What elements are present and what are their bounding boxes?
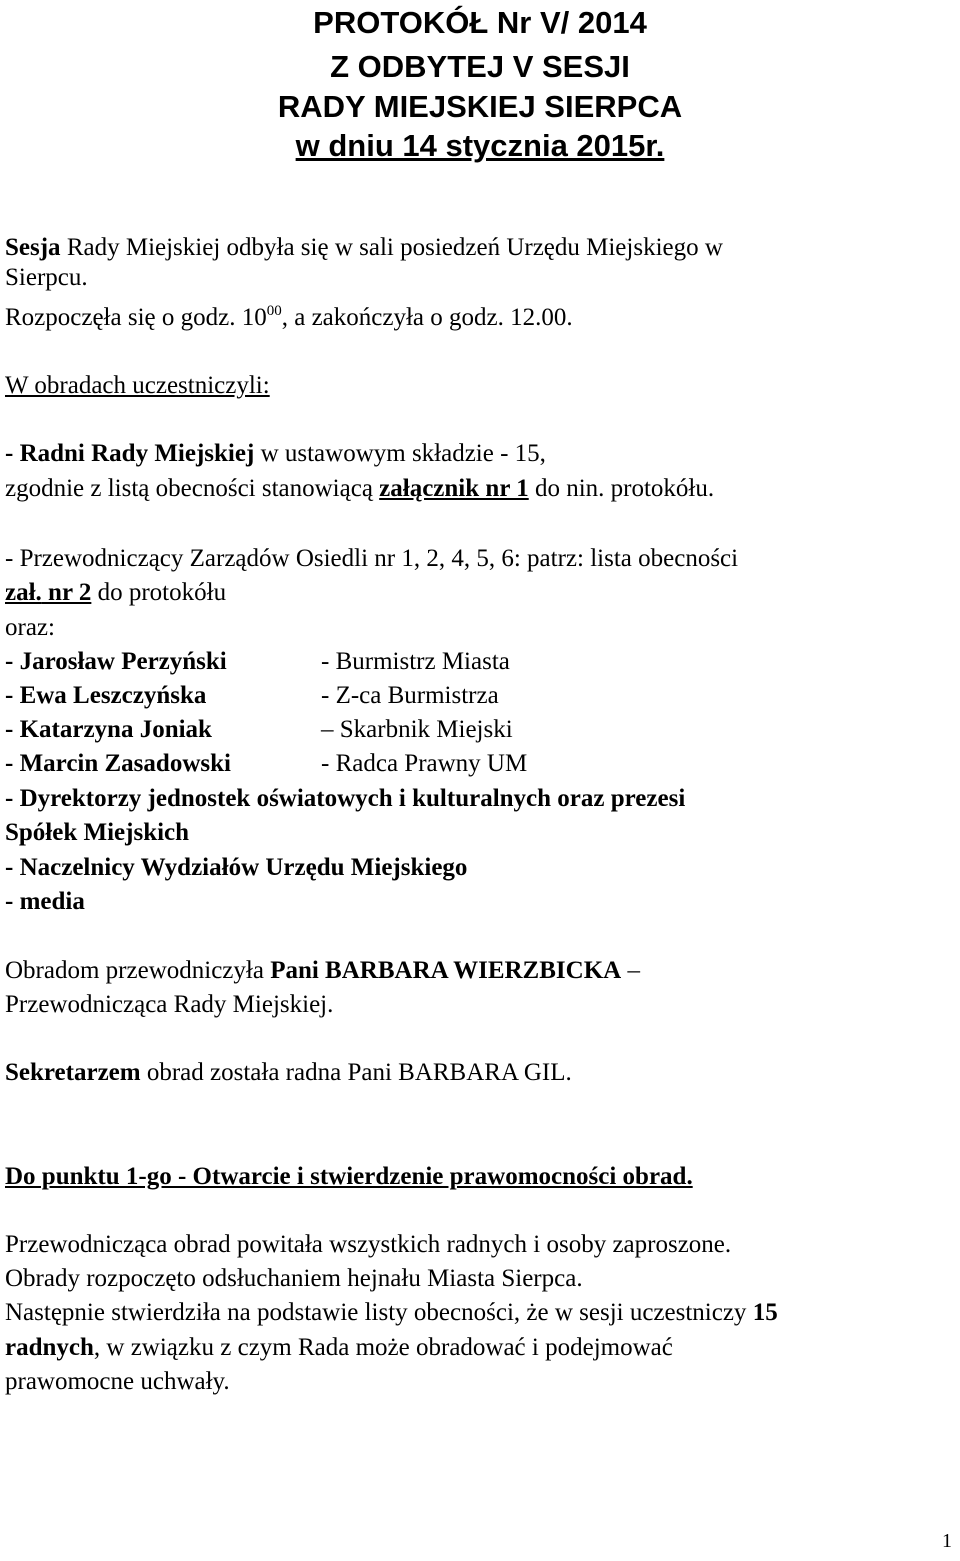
chairperson-dash: – xyxy=(621,957,640,984)
department-heads-line: - Naczelnicy Wydziałów Urzędu Miejskiego xyxy=(5,854,468,881)
secretary-text: obrad została radna Pani BARBARA GIL. xyxy=(140,1059,572,1086)
point-1-paragraph-4 xyxy=(5,1333,673,1363)
session-location-text: Rady Miejskiej odbyła się w sali posiedzeń Urzędu Miejskiego w xyxy=(60,234,723,261)
session-time-line xyxy=(5,296,573,333)
directors-line: - Dyrektorzy jednostek oświatowych i kulturalnych oraz prezesi xyxy=(5,785,686,812)
participants-heading: W obradach uczestniczyli: xyxy=(5,372,270,399)
media-line: - media xyxy=(5,888,85,915)
page-number: 1 xyxy=(942,1530,952,1552)
point-1-paragraph-2: Obrady rozpoczęto odsłuchaniem hejnału Miasta Sierpca. xyxy=(5,1265,583,1292)
chairperson-label: Obradom przewodniczyła xyxy=(5,957,271,984)
official-role: - Radca Prawny UM xyxy=(321,750,528,777)
attachment-2-line xyxy=(5,578,226,608)
secretary-line xyxy=(5,1058,572,1088)
official-row xyxy=(5,681,499,711)
start-time-minutes: 00 xyxy=(266,303,282,319)
point-1-paragraph-3 xyxy=(5,1298,778,1328)
official-name: - Marcin Zasadowski xyxy=(5,750,231,777)
point-1-paragraph-1: Przewodnicząca obrad powitała wszystkich radnych i osoby zaproszone. xyxy=(5,1231,732,1258)
also-label: oraz: xyxy=(5,614,55,641)
quorum-unit: radnych xyxy=(5,1334,94,1361)
official-name: - Jarosław Perzyński xyxy=(5,648,227,675)
session-label: Sesja xyxy=(5,234,61,261)
official-row xyxy=(5,749,527,779)
councillors-count-text: w ustawowym składzie - 15, xyxy=(254,440,546,467)
official-name: - Ewa Leszczyńska xyxy=(5,682,207,709)
title-line-3: RADY MIEJSKIEJ SIERPCA xyxy=(277,89,683,124)
session-location-line xyxy=(5,233,723,263)
directors-line-cont: Spółek Miejskich xyxy=(5,819,190,846)
quorum-conclusion: , w związku z czym Rada może obradować i podejmować xyxy=(93,1334,673,1361)
official-role: - Burmistrz Miasta xyxy=(321,648,510,675)
start-time-text: Rozpoczęła się o godz. 10 xyxy=(5,304,267,331)
chairperson-name: Pani BARBARA WIERZBICKA xyxy=(270,957,622,984)
chairperson-role: Przewodnicząca Rady Miejskiej. xyxy=(5,991,334,1018)
attendance-list-suffix: do nin. protokółu. xyxy=(528,475,715,502)
attachment-1-ref: załącznik nr 1 xyxy=(379,475,529,502)
attendance-list-line xyxy=(5,474,714,504)
attachment-2-suffix: do protokółu xyxy=(91,579,227,606)
attachment-2-label: zał. xyxy=(5,579,42,606)
title-date: w dniu 14 stycznia 2015r. xyxy=(295,128,665,163)
chairperson-line xyxy=(5,956,640,986)
official-row xyxy=(5,715,513,745)
secretary-label: Sekretarzem xyxy=(5,1059,141,1086)
quorum-count: 15 xyxy=(752,1299,778,1326)
official-role: – Skarbnik Miejski xyxy=(321,716,513,743)
official-row xyxy=(5,647,510,677)
title-line-2: Z ODBYTEJ V SESJI xyxy=(330,49,630,84)
quorum-text: Następnie stwierdziła na podstawie listy obecności, że w sesji uczestniczy xyxy=(5,1299,753,1326)
point-1-paragraph-5: prawomocne uchwały. xyxy=(5,1368,230,1395)
official-name: - Katarzyna Joniak xyxy=(5,716,212,743)
end-time-text: , a zakończyła o godz. 12.00. xyxy=(281,304,573,331)
estates-chairs-line: - Przewodniczący Zarządów Osiedli nr 1, 2, 4, 5, 6: patrz: lista obecności xyxy=(5,545,739,572)
attachment-2-number: nr 2 xyxy=(41,579,92,606)
official-role: - Z-ca Burmistrza xyxy=(321,682,499,709)
session-location-cont: Sierpcu. xyxy=(5,264,88,291)
attendance-list-text: zgodnie z listą obecności stanowiącą xyxy=(5,475,380,502)
councillors-label: - Radni Rady Miejskiej xyxy=(5,440,255,467)
title-line-1: PROTOKÓŁ Nr V/ 2014 xyxy=(313,5,647,40)
point-1-heading: Do punktu 1-go - Otwarcie i stwierdzenie prawomocności obrad. xyxy=(5,1163,693,1190)
councillors-line xyxy=(5,439,546,469)
